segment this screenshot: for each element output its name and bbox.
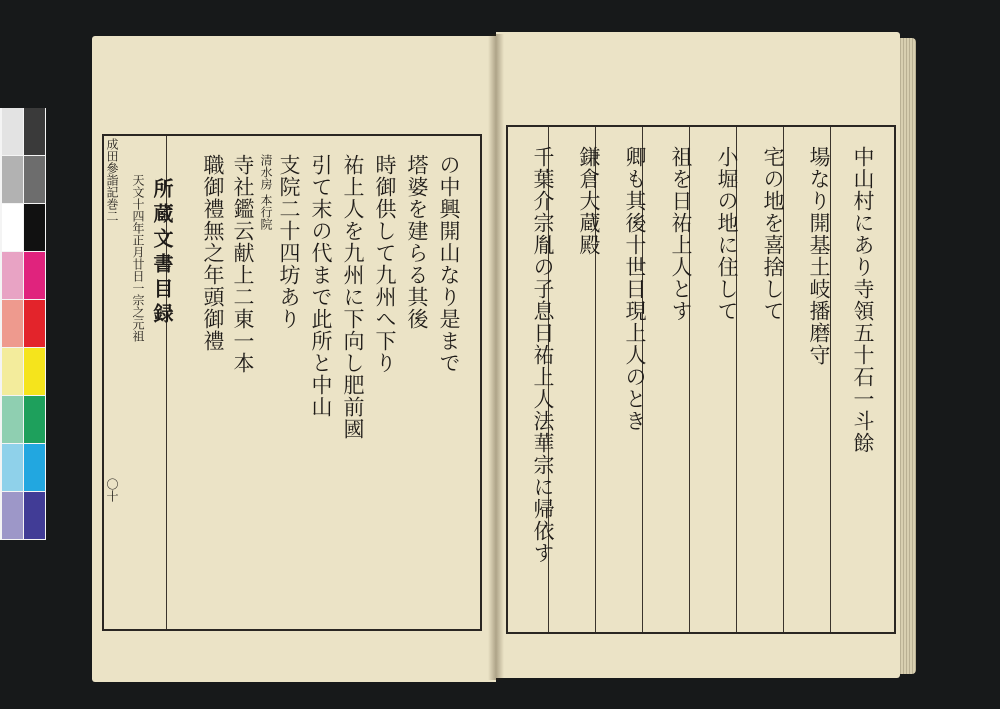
color-swatch — [24, 492, 45, 539]
text-column: 支院二十四坊あり — [277, 154, 301, 330]
text-column: 場なり開基土岐播磨守 — [807, 146, 831, 366]
color-swatch — [2, 348, 23, 395]
text-column: 塔婆を建らる其後 — [405, 154, 429, 330]
color-swatch — [2, 156, 23, 203]
color-swatch — [24, 396, 45, 443]
color-swatch — [24, 108, 45, 155]
text-column: の中興開山なり是まで — [437, 154, 461, 374]
color-swatch — [2, 300, 23, 347]
color-swatch — [24, 204, 45, 251]
text-column: 中山村にあり寺領五十石一斗餘 — [851, 146, 875, 454]
color-swatch — [2, 492, 23, 539]
color-swatch — [2, 204, 23, 251]
text-column: 祖を日祐上人とす — [669, 146, 693, 322]
text-column: 鎌倉大蔵殿 — [577, 146, 601, 256]
fore-edge — [898, 38, 916, 674]
text-column: 引て末の代まで此所と中山 — [309, 154, 333, 418]
color-swatch — [24, 300, 45, 347]
text-column: 宅の地を喜捨して — [761, 146, 785, 322]
text-column-small: 清水房 本行院 — [259, 154, 273, 230]
color-swatch — [2, 396, 23, 443]
color-swatch — [2, 108, 23, 155]
text-column: 千葉介宗胤の子息日祐上人法華宗に帰依す — [531, 146, 555, 564]
color-chart — [0, 108, 46, 540]
color-swatch — [24, 252, 45, 299]
text-column: 卿も其後十世日現上人のとき — [623, 146, 647, 432]
section-title: 所蔵文書目録 — [150, 178, 174, 328]
color-swatch — [24, 348, 45, 395]
gutter — [488, 34, 504, 680]
color-swatch — [2, 252, 23, 299]
color-swatch — [24, 444, 45, 491]
right-page-frame — [506, 125, 896, 634]
text-column: 小堀の地に住して — [715, 146, 739, 322]
document-date: 天文十四年正月廿日一宗之元祖 — [131, 174, 145, 342]
text-column: 時御供して九州へ下り — [373, 154, 397, 374]
color-swatch — [24, 156, 45, 203]
text-column: 祐上人を九州に下向し肥前國 — [341, 154, 365, 440]
page-number: 〇十 — [105, 478, 119, 502]
open-book — [86, 28, 920, 682]
text-column: 職御禮無之年頭御禮 — [201, 154, 225, 352]
book-title-margin: 成田參詣記巻二 — [105, 138, 119, 222]
text-column: 寺社鑑云献上二東一本 — [231, 154, 255, 374]
color-swatch — [2, 444, 23, 491]
